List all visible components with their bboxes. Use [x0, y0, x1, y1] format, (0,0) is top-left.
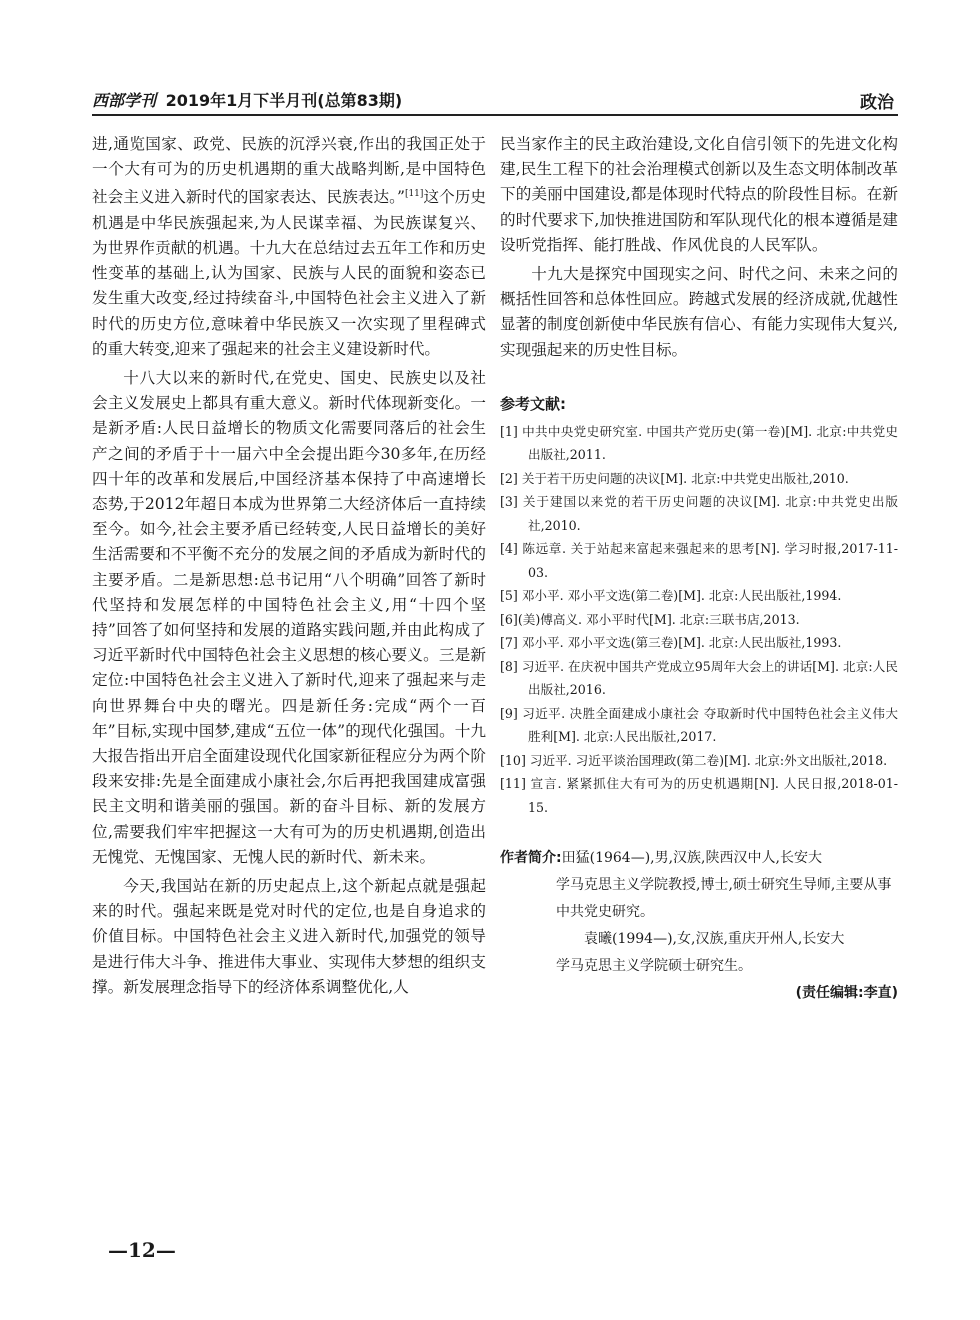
author1-rest: 学马克思主义学院教授,博士,硕士研究生导师,主要从事中共党史研究。 [556, 877, 892, 921]
reference-item: [8] 习近平. 在庆祝中国共产党成立95周年大会上的讲话[M]. 北京:人民出版社,2016. [500, 658, 898, 698]
page-number: —12— [108, 1238, 176, 1262]
references-title: 参考文献: [500, 394, 566, 413]
references-list [500, 420, 898, 820]
reference-item: [1] 中共中央党史研究室. 中国共产党历史(第一卷)[M]. 北京:中共党史出版社,2011. [500, 423, 898, 463]
reference-item: [7] 邓小平. 邓小平文选(第三卷)[M]. 北京:人民出版社,1993. [500, 635, 842, 651]
reference-item: [11] 宣言. 紧紧抓住大有可为的历史机遇期[N]. 人民日报,2018-01-15. [500, 776, 898, 815]
author-label: 作者简介: [500, 850, 562, 867]
section-name: 政治 [860, 93, 894, 113]
issue-info: 2019年1月下半月刊(总第83期) [165, 91, 403, 110]
reference-item: [3] 关于建国以来党的若干历史问题的决议[M]. 北京:中共党史出版社,2010. [500, 494, 898, 533]
journal-info [92, 88, 402, 111]
author2-first-line: 袁曦(1994—),女,汉族,重庆开州人,长安大 [584, 931, 845, 948]
paragraph: 民当家作主的民主政治建设,文化自信引领下的先进文化构建,民生工程下的社会治理模式创新以及生态文明体制改革下的美丽中国建设,都是体现时代特点的阶段性目标。在新的时代要求下,加快推进国防和军队现代化的根本遵循是建设听党指挥、能打胜战、作风优良的人民军队。 [500, 135, 898, 254]
author2-rest: 学马克思主义学院硕士研究生。 [556, 958, 752, 975]
reference-item: [6](美)傅高义. 邓小平时代[M]. 北京:三联书店,2013. [500, 611, 800, 627]
author-bio [500, 845, 898, 980]
paragraph: 今天,我国站在新的历史起点上,这个新起点就是强起来的时代。强起来既是党对时代的定位,也是自身追求的价值目标。中国特色社会主义进入新时代,加强党的领导是进行伟大斗争、推进伟大事业、实现伟大梦想的组织支撑。新发展理念指导下的经济体系调整优化,人 [92, 877, 486, 996]
page-header [92, 84, 898, 116]
paragraph: 十九大是探究中国现实之问、时代之问、未来之问的概括性回答和总体性回应。跨越式发展的经济成就,优越性显著的制度创新使中华民族有信心、有能力实现伟大复兴,实现强起来的历史性目标。 [500, 265, 898, 359]
footnote-mark: [11] [404, 189, 424, 200]
author1-first-line: 田猛(1964—),男,汉族,陕西汉中人,长安大 [561, 850, 822, 867]
reference-item: [4] 陈远章. 关于站起来富起来强起来的思考[N]. 学习时报,2017-11-03. [500, 541, 898, 580]
right-column [500, 132, 898, 1002]
responsible-editor: (责任编辑:李直) [795, 985, 898, 1002]
paragraph: 进,通览国家、政党、民族的沉浮兴衰,作出的我国正处于一个大有可为的历史机遇期的重大战略判断,是中国特色社会主义进入新时代的国家表达、民族表达。”[11]这个历史机遇是中华民族强起来,为人民谋幸福、为民族谋复兴、为世界作贡献的机遇。十九大在总结过去五年工作和历史性变革的基础上,认为国家、民族与人民的面貌和姿态已发生重大改变,经过持续奋斗,中国特色社会主义进入了新时代的历史方位,意味着中华民族又一次实现了里程碑式的重大转变,迎来了强起来的社会主义建设新时代。 [92, 135, 486, 358]
journal-logo: 西部学刊 [92, 91, 157, 110]
reference-item: [9] 习近平. 决胜全面建成小康社会 夺取新时代中国特色社会主义伟大胜利[M]. 北京:人民出版社,2017. [500, 705, 898, 745]
reference-item: [5] 邓小平. 邓小平文选(第二卷)[M]. 北京:人民出版社,1994. [500, 588, 842, 604]
reference-item: [2] 关于若干历史问题的决议[M]. 北京:中共党史出版社,2010. [500, 470, 849, 486]
paragraph: 十八大以来的新时代,在党史、国史、民族史以及社会主义发展史上都具有重大意义。新时代体现新变化。一是新矛盾:人民日益增长的物质文化需要同落后的社会生产之间的矛盾于十一届六中全会提出距今30多年,在历经四十年的改革和发展后,中国经济基本保持了中高速增长态势,于2012年超日本成为世界第二大经济体后一直持续至今。如今,社会主要矛盾已经转变,人民日益增长的美好生活需要和不平衡不充分的发展之间的矛盾成为新时代的主要矛盾。二是新思想:总书记用“八个明确”回答了新时代坚持和发展怎样的中国特色社会主义,用“十四个坚持”回答了如何坚持和发展的道路实践问题,并由此构成了习近平新时代中国特色社会主义思想的核心要义。三是新定位:中国特色社会主义进入了新时代,迎来了强起来与走向世界舞台中央的曙光。四是新任务:完成“两个一百年”目标,实现中国梦,建成“五位一体”的现代化强国。十九大报告指出开启全面建设现代化国家新征程应分为两个阶段来安排:先是全面建成小康社会,尔后再把我国建成富强民主文明和谐美丽的强国。新的奋斗目标、新的发展方位,需要我们牢牢把握这一大有可为的历史机遇期,创造出无愧党、无愧国家、无愧人民的新时代、新未来。 [92, 369, 486, 866]
reference-item: [10] 习近平. 习近平谈治国理政(第二卷)[M]. 北京:外文出版社,2018. [500, 752, 888, 768]
left-column [92, 132, 486, 1000]
